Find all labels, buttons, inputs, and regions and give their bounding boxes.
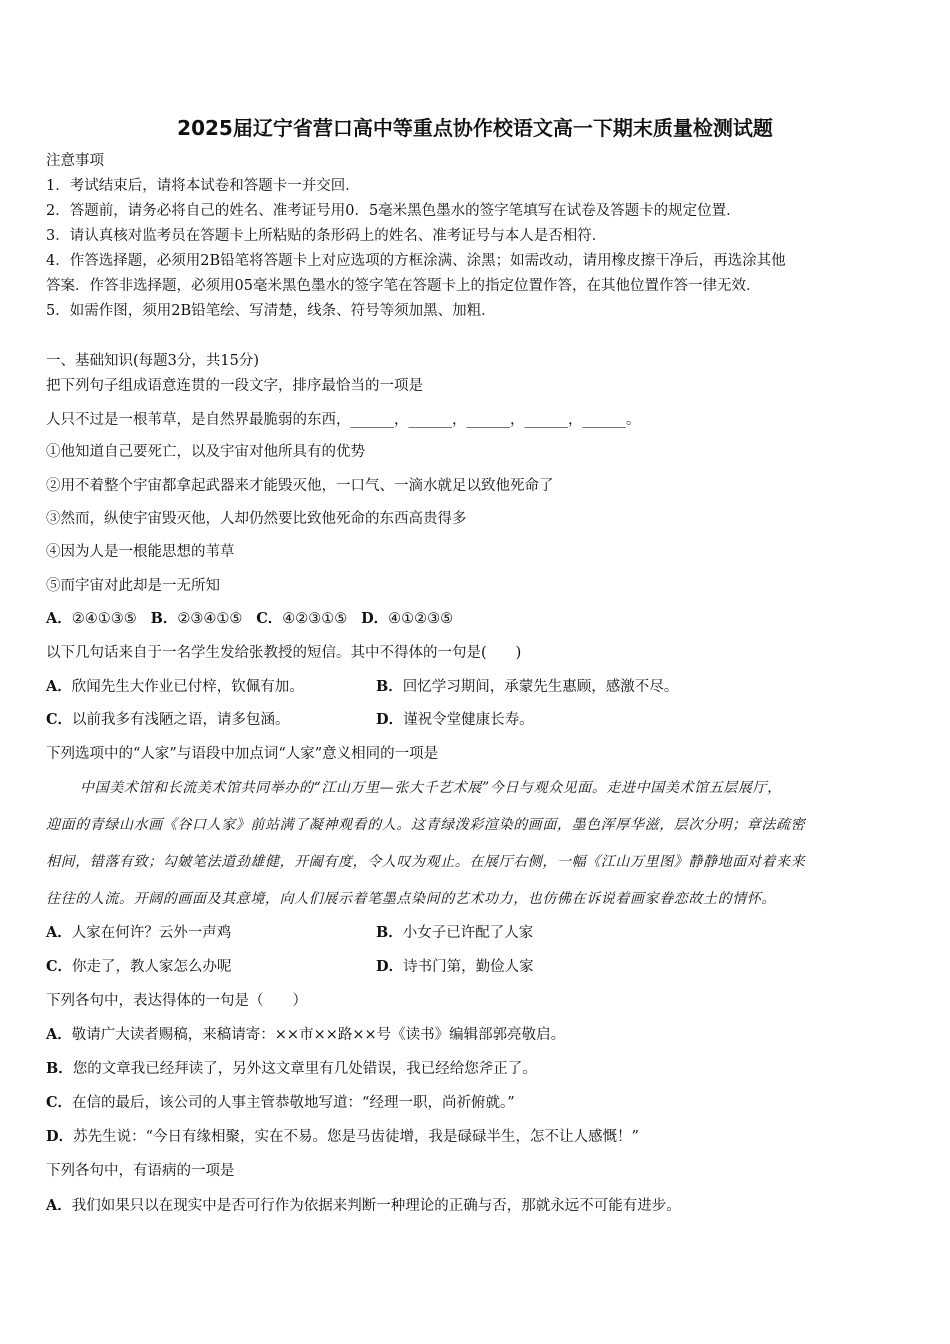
option-label: C． [256, 610, 283, 627]
option-text: ②③④①⑤ [177, 611, 243, 627]
option-text: ④①②③⑤ [388, 611, 454, 627]
section-heading: 一、基础知识(每题3分，共15分) [46, 353, 259, 369]
options-row [46, 710, 906, 730]
notice-item: 1．考试结束后，请将本试卷和答题卡一并交回． [46, 178, 360, 194]
question-stem: 下列选项中的“人家”与语段中加点词“人家”意义相同的一项是 [46, 746, 439, 762]
sentence-item: ②用不着整个宇宙都拿起武器来才能毁灭他，一口气、一滴水就足以致他死命了 [46, 478, 554, 494]
question-stem: 把下列句子组成语意连贯的一段文字，排序最恰当的一项是 [46, 378, 423, 394]
option-b: B．小女子已许配了人家 [376, 924, 534, 941]
notice-item: 答案．作答非选择题，必须用05毫米黑色墨水的签字笔在答题卡上的指定位置作答，在其他位置作答一律无效． [46, 278, 761, 294]
option-b: B．回忆学习期间，承蒙先生惠顾，感激不尽。 [376, 678, 679, 695]
option-d: D．苏先生说：“今日有缘相聚，实在不易。您是马齿徒增，我是碌碌半生，怎不让人感慨！” [46, 1128, 639, 1145]
passage-line: 中国美术馆和长流美术馆共同举办的“江山万里—张大千艺术展”今日与观众见面。走进中国美术馆五层展厅， [80, 780, 782, 796]
notice-heading: 注意事项 [46, 153, 104, 169]
option-a: A．敬请广大读者赐稿，来稿请寄：××市××路××号《读书》编辑部郭亮敬启。 [46, 1026, 566, 1043]
option-label: D． [361, 610, 389, 627]
options-row [46, 923, 906, 943]
sentence-item: ①他知道自己要死亡，以及宇宙对他所具有的优势 [46, 444, 365, 460]
passage-line: 往往的人流。开阔的画面及其意境，向人们展示着笔墨点染间的艺术功力，也仿佛在诉说着画家眷恋故土的情怀。 [46, 891, 776, 907]
option-a: A．我们如果只以在现实中是否可行作为依据来判断一种理论的正确与否，那就永远不可能有进步。 [46, 1197, 681, 1214]
sentence-item: ⑤而宇宙对此却是一无所知 [46, 578, 220, 594]
option-d: D．诗书门第，勤俭人家 [376, 958, 534, 975]
option-text: ②④①③⑤ [71, 611, 137, 627]
question-lead: 人只不过是一根苇草，是自然界最脆弱的东西，______，______，______，______，______。 [46, 412, 641, 428]
question-stem: 以下几句话来自于一名学生发给张教授的短信。其中不得体的一句是( ) [46, 645, 522, 661]
option-c: C．以前我多有浅陋之语，请多包涵。 [46, 711, 290, 728]
notice-item: 3．请认真核对监考员在答题卡上所粘贴的条形码上的姓名、准考证号与本人是否相符． [46, 228, 607, 244]
notice-item: 2．答题前，请务必将自己的姓名、准考证号用0．5毫米黑色墨水的签字笔填写在试卷及答题卡的规定位置． [46, 203, 741, 219]
option-label: A． [46, 610, 72, 627]
option-c: C．你走了，教人家怎么办呢 [46, 958, 232, 975]
question-stem: 下列各句中，表达得体的一句是（ ） [46, 993, 307, 1009]
passage-line: 迎面的青绿山水画《谷口人家》前站满了凝神观看的人。这青绿泼彩渲染的画面，墨色浑厚华滋，层次分明；章法疏密 [46, 817, 806, 833]
page-title: 2025届辽宁省营口高中等重点协作校语文高一下期末质量检测试题 [177, 116, 773, 140]
option-c: C．在信的最后，该公司的人事主管恭敬地写道：“经理一职，尚祈俯就。” [46, 1094, 515, 1111]
sentence-item: ④因为人是一根能思想的苇草 [46, 544, 235, 560]
sentence-item: ③然而，纵使宇宙毁灭他，人却仍然要比致他死命的东西高贵得多 [46, 511, 467, 527]
question-stem: 下列各句中，有语病的一项是 [46, 1163, 235, 1179]
option-a: A．欣闻先生大作业已付梓，钦佩有加。 [46, 678, 304, 695]
option-label: B． [150, 610, 178, 627]
option-d: D．谨祝令堂健康长寿。 [376, 711, 534, 728]
options-row [46, 677, 906, 697]
option-a: A．人家在何许？云外一声鸡 [46, 924, 232, 941]
notice-item: 4．作答选择题，必须用2B铅笔将答题卡上对应选项的方框涂满、涂黑；如需改动，请用橡皮擦干净后，再选涂其他 [46, 253, 786, 269]
options-row [46, 957, 906, 977]
option-b: B．您的文章我已经拜读了，另外这文章里有几处错误，我已经给您斧正了。 [46, 1060, 537, 1077]
passage-line: 相间，错落有致；勾皴笔法道劲雄健，开阖有度，令人叹为观止。在展厅右侧，一幅《江山万里图》静静地面对着来来 [46, 854, 806, 870]
notice-item: 5．如需作图，须用2B铅笔绘、写清楚，线条、符号等须加黑、加粗． [46, 303, 496, 319]
options-row [46, 609, 453, 629]
option-text: ④②③①⑤ [282, 611, 348, 627]
